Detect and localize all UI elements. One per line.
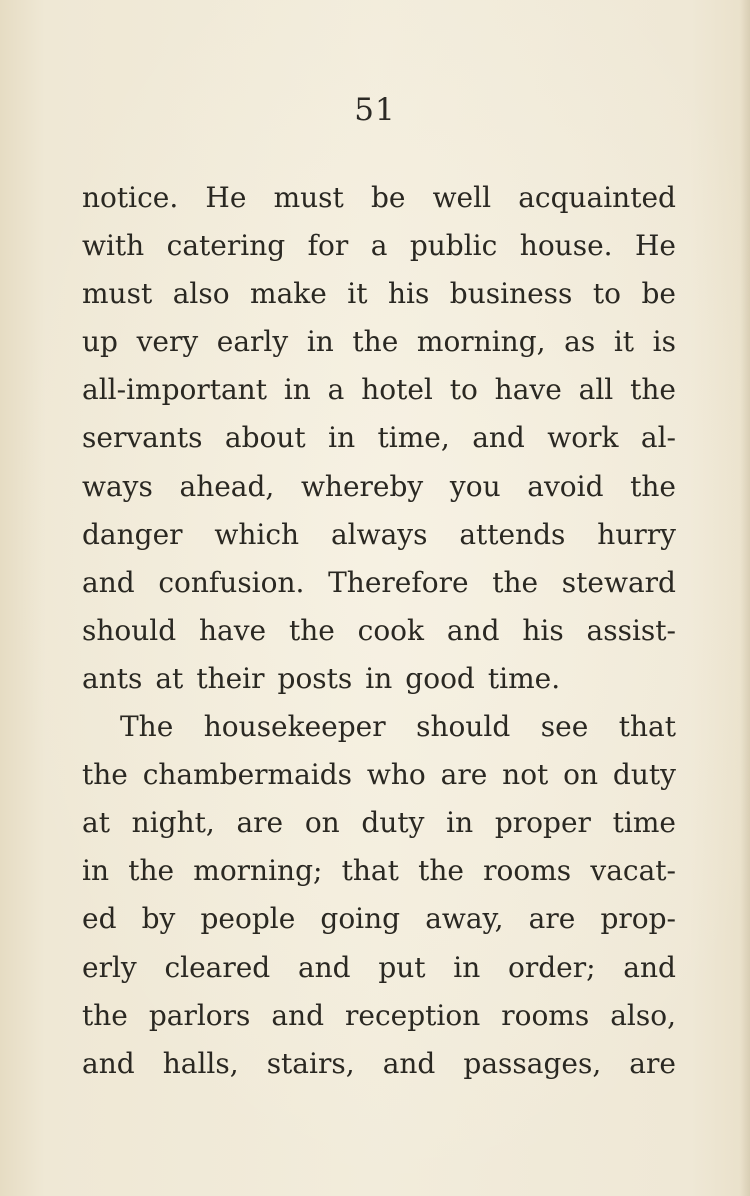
- word: ahead,: [179, 469, 275, 503]
- word: time: [612, 806, 676, 840]
- word: should: [82, 613, 177, 647]
- word: who: [366, 758, 426, 792]
- word: on: [563, 758, 599, 792]
- word: and: [297, 950, 351, 984]
- text-line: [82, 270, 676, 318]
- word: and: [82, 565, 135, 599]
- word: whereby: [300, 469, 424, 503]
- word: also: [172, 277, 230, 311]
- word: rooms: [483, 854, 572, 888]
- word: is: [652, 325, 676, 359]
- word: steward: [561, 565, 676, 599]
- word: for: [307, 229, 349, 263]
- text-line: [82, 895, 676, 943]
- word: passages,: [463, 1046, 602, 1080]
- word: danger: [82, 517, 183, 551]
- word: ed: [82, 902, 117, 936]
- word: house.: [519, 229, 613, 263]
- word: work: [547, 421, 619, 455]
- word: a: [370, 229, 388, 263]
- word: rooms: [501, 998, 590, 1032]
- page-edge-shadow: [740, 0, 750, 1196]
- text-line: [82, 944, 676, 992]
- word: have: [494, 373, 562, 407]
- word: as: [564, 325, 596, 359]
- word: put: [378, 950, 426, 984]
- word: away,: [425, 902, 504, 936]
- word: are: [528, 902, 576, 936]
- word: in: [446, 806, 474, 840]
- word: about: [224, 421, 306, 455]
- word: at: [82, 806, 110, 840]
- word: the: [82, 998, 128, 1032]
- word: morning;: [193, 854, 323, 888]
- text-line: [82, 559, 676, 607]
- word: confusion.: [158, 565, 305, 599]
- word: it: [613, 325, 635, 359]
- word: public: [409, 229, 498, 263]
- word: you: [449, 469, 501, 503]
- word: to: [449, 373, 478, 407]
- word: and: [82, 1046, 135, 1080]
- word: well: [432, 181, 492, 214]
- text-line: [82, 607, 676, 655]
- page-number: 51: [354, 92, 396, 128]
- word: chambermaids: [142, 758, 353, 792]
- word: people: [200, 902, 296, 936]
- word: the: [418, 854, 464, 888]
- word: avoid: [527, 469, 604, 503]
- word: going: [320, 902, 401, 936]
- word: halls,: [162, 1046, 239, 1080]
- word: cook: [357, 613, 425, 647]
- word: parlors: [148, 998, 251, 1032]
- word: acquainted: [518, 181, 676, 214]
- word: ways: [82, 469, 153, 503]
- word: a: [327, 373, 345, 407]
- word: which: [214, 517, 300, 551]
- word: Therefore: [328, 565, 469, 599]
- word: in: [283, 373, 311, 407]
- word: very: [136, 325, 199, 359]
- word: duty: [361, 806, 425, 840]
- word: at: [155, 661, 184, 695]
- word: that: [341, 854, 399, 888]
- word: night,: [131, 806, 215, 840]
- word: order;: [507, 950, 596, 984]
- word: in: [82, 854, 109, 888]
- word: and: [623, 950, 676, 984]
- word: cleared: [164, 950, 271, 984]
- word: must: [82, 277, 153, 311]
- word: by: [141, 902, 176, 936]
- text-line: [82, 414, 676, 462]
- word: He: [205, 181, 247, 214]
- text-line: [82, 366, 676, 414]
- word: in: [328, 421, 356, 455]
- word: the: [492, 565, 539, 599]
- text-line: [82, 222, 676, 270]
- word: have: [199, 613, 267, 647]
- word: prop-: [600, 902, 676, 936]
- body-text: [82, 174, 676, 1088]
- word: their: [196, 661, 265, 695]
- word: erly: [82, 950, 137, 984]
- word: it: [347, 277, 368, 311]
- word: in: [453, 950, 481, 984]
- word: duty: [612, 758, 676, 792]
- word: see: [540, 710, 589, 744]
- word: and: [446, 613, 500, 647]
- text-line: [82, 655, 676, 703]
- word: posts: [277, 661, 353, 695]
- text-line: [82, 511, 676, 559]
- word: notice.: [82, 181, 179, 214]
- word: and: [472, 421, 525, 455]
- word: servants: [82, 421, 203, 455]
- word: the: [288, 613, 335, 647]
- word: the: [82, 758, 128, 792]
- word: his: [522, 613, 564, 647]
- text-line: [82, 318, 676, 366]
- word: in: [365, 661, 393, 695]
- word: morning,: [416, 325, 546, 359]
- word: be: [641, 277, 676, 311]
- text-line: [82, 463, 676, 511]
- word: al-: [640, 421, 676, 455]
- text-line: [82, 847, 676, 895]
- word: should: [416, 710, 511, 744]
- text-line: [82, 799, 676, 847]
- word: He: [635, 229, 676, 263]
- word: stairs,: [266, 1046, 355, 1080]
- word: also,: [610, 998, 676, 1032]
- word: good: [405, 661, 475, 695]
- word: time,: [377, 421, 450, 455]
- word: housekeeper: [203, 710, 386, 744]
- word: vacat-: [590, 854, 676, 888]
- word: must: [273, 181, 344, 214]
- word: are: [440, 758, 488, 792]
- word: to: [592, 277, 621, 311]
- word: all-important: [82, 373, 267, 407]
- word: hurry: [597, 517, 676, 551]
- word: be: [370, 181, 406, 214]
- word: on: [304, 806, 340, 840]
- text-line: [82, 703, 676, 751]
- word: always: [330, 517, 428, 551]
- word: the: [630, 373, 676, 407]
- word: attends: [459, 517, 566, 551]
- word: reception: [345, 998, 481, 1032]
- word: up: [82, 325, 118, 359]
- word: his: [387, 277, 430, 311]
- word: that: [618, 710, 676, 744]
- word: catering: [166, 229, 286, 263]
- word: time.: [487, 661, 561, 695]
- word: and: [271, 998, 325, 1032]
- word: and: [382, 1046, 436, 1080]
- word: not: [502, 758, 549, 792]
- word: the: [352, 325, 399, 359]
- word: ants: [82, 661, 143, 695]
- word: proper: [494, 806, 591, 840]
- word: assist-: [586, 613, 676, 647]
- word: all: [578, 373, 614, 407]
- word: with: [82, 229, 145, 263]
- word: the: [630, 469, 676, 503]
- word: in: [306, 325, 334, 359]
- word: hotel: [361, 373, 433, 407]
- word: are: [236, 806, 284, 840]
- word: business: [449, 277, 573, 311]
- word: are: [629, 1046, 676, 1080]
- text-line: [82, 174, 676, 222]
- word: early: [216, 325, 289, 359]
- text-line: [82, 751, 676, 799]
- text-line: [82, 1040, 676, 1088]
- word: The: [120, 710, 174, 744]
- text-line: [82, 992, 676, 1040]
- word: make: [250, 277, 327, 311]
- word: the: [128, 854, 175, 888]
